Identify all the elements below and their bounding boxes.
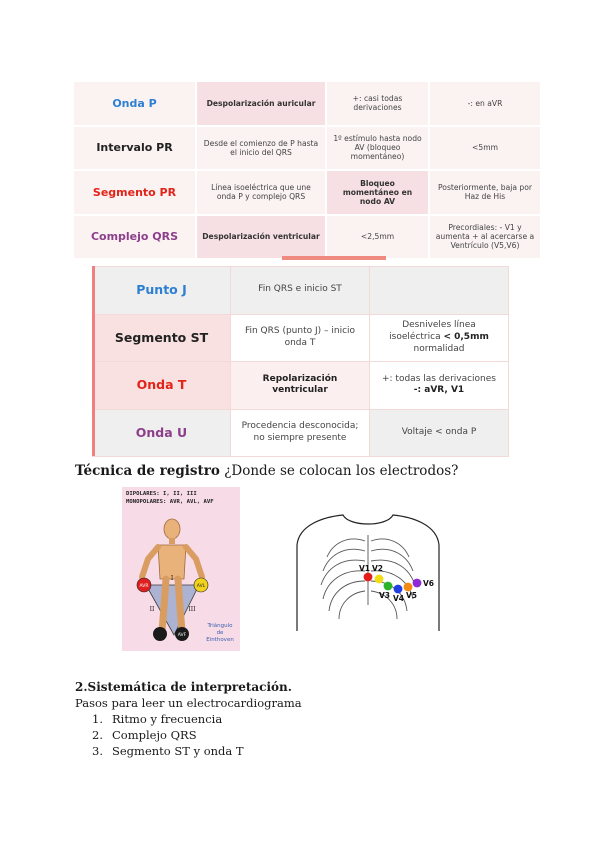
label-v2: V2: [372, 564, 384, 573]
table-cell: Posteriormente, baja por Haz de His: [429, 170, 541, 215]
mannequin-right-leg: [162, 579, 166, 631]
mannequin-head: [164, 519, 180, 539]
list-number: 2.: [92, 728, 103, 742]
list-text: Segmento ST y onda T: [112, 744, 244, 758]
label-avl: AVL: [196, 584, 206, 589]
table-cell: 1º estímulo hasta nodo AV (bloqueo momentáneo): [326, 126, 429, 171]
list-number: 3.: [92, 744, 103, 758]
label-lead-i: I: [170, 575, 174, 582]
mannequin-right-arm: [142, 547, 158, 577]
list-text: Ritmo y frecuencia: [112, 712, 223, 726]
electrode-ground: [153, 627, 167, 641]
ecg-waves-table-2: [92, 266, 509, 457]
cell-bold-text: < 0,5mm: [443, 331, 489, 342]
label-avf: AVF: [177, 633, 187, 638]
label-v4: V4: [393, 594, 405, 603]
cell-text: Repolarización: [262, 373, 338, 384]
heading-bold: Técnica de registro: [75, 463, 220, 479]
mannequin-left-arm: [186, 547, 202, 577]
table-cell: Procedencia desconocida; no siempre presente: [231, 409, 370, 457]
list-item: [92, 712, 244, 728]
row-label: Onda T: [93, 362, 231, 410]
table-cell: [370, 314, 509, 362]
label-v3: V3: [379, 591, 391, 600]
table-cell: [370, 267, 509, 315]
steps-intro: Pasos para leer un electrocardiograma: [75, 696, 302, 710]
row-label: Segmento PR: [73, 170, 196, 215]
table-row: [93, 409, 509, 457]
table-cell: -: en aVR: [429, 81, 541, 126]
accent-bar: [92, 266, 95, 456]
list-item: [92, 728, 244, 744]
table-row: [93, 267, 509, 315]
table-cell: Fin QRS e inicio ST: [231, 267, 370, 315]
table-row: [73, 215, 541, 260]
list-text: Complejo QRS: [112, 728, 197, 742]
electrode-v6: [413, 579, 422, 588]
table-cell: Fin QRS (punto J) – inicio onda T: [231, 314, 370, 362]
row-label: Onda P: [73, 81, 196, 126]
table-cell: +: casi todas derivaciones: [326, 81, 429, 126]
mannequin-neck: [169, 538, 175, 544]
electrode-v4: [394, 585, 403, 594]
table-cell: [231, 362, 370, 410]
caption-monopolar: MONOPOLARES: AVR, AVL, AVF: [126, 499, 214, 505]
label-v5: V5: [406, 591, 418, 600]
table-row: [73, 170, 541, 215]
mannequin-torso: [158, 545, 186, 579]
row-label: Punto J: [93, 267, 231, 315]
row-label: Onda U: [93, 409, 231, 457]
table-row: [73, 126, 541, 171]
list-item: [92, 744, 244, 760]
table-cell: Desde el comienzo de P hasta el inicio del QRS: [196, 126, 326, 171]
row-label: Segmento ST: [93, 314, 231, 362]
list-number: 1.: [92, 712, 103, 726]
electrode-v1: [364, 573, 373, 582]
mannequin-left-leg: [178, 579, 182, 631]
label-v1: V1: [359, 564, 371, 573]
section-heading-sistematica: 2.Sistemática de interpretación.: [75, 680, 292, 694]
table-row: [73, 81, 541, 126]
label-v6: V6: [423, 579, 435, 588]
cell-bold-text: ventricular: [272, 385, 328, 396]
electrode-v3: [384, 582, 393, 591]
triangle-caption-3: Einthoven: [206, 637, 234, 643]
electrode-v2: [375, 575, 384, 584]
table-cell: Línea isoeléctrica que une onda P y complejo QRS: [196, 170, 326, 215]
triangle-caption-2: de: [216, 630, 224, 636]
table-cell: Bloqueo momentáneo en nodo AV: [326, 170, 429, 215]
cell-text: Desniveles línea isoeléctrica: [389, 320, 476, 342]
section-heading-tecnica: [75, 463, 458, 479]
table-cell: <5mm: [429, 126, 541, 171]
table-cell: Voltaje < onda P: [370, 409, 509, 457]
cell-text: +: todas las derivaciones: [382, 373, 496, 384]
steps-list: [92, 712, 244, 760]
table-cell: [370, 362, 509, 410]
table-row: [93, 314, 509, 362]
cell-bold-text: -: aVR, V1: [413, 385, 465, 396]
label-lead-ii: II: [149, 606, 155, 613]
label-lead-iii: III: [188, 606, 196, 613]
table-row: [93, 362, 509, 410]
heading-rest: ¿Donde se colocan los electrodos?: [219, 463, 459, 479]
row-label: Intervalo PR: [73, 126, 196, 171]
table-cell: Precordiales: - V1 y aumenta + al acercarse a Ventrículo (V5,V6): [429, 215, 541, 260]
ecg-waves-table-1: [72, 80, 542, 260]
label-avr: AVR: [139, 584, 149, 589]
mannequin-figure: [122, 487, 240, 651]
table-cell: Despolarización auricular: [196, 81, 326, 126]
cell-text: normalidad: [413, 343, 465, 354]
table-cell: Despolarización ventricular: [196, 215, 326, 260]
einthoven-illustration: [122, 487, 240, 651]
table-cell: <2,5mm: [326, 215, 429, 260]
row-label: Complejo QRS: [73, 215, 196, 260]
accent-bar: [282, 256, 386, 260]
precordial-leads-diagram: [293, 505, 443, 635]
caption-bipolar: DIPOLARES: I, II, III: [126, 491, 197, 497]
triangle-caption-1: Triángulo: [207, 623, 233, 629]
